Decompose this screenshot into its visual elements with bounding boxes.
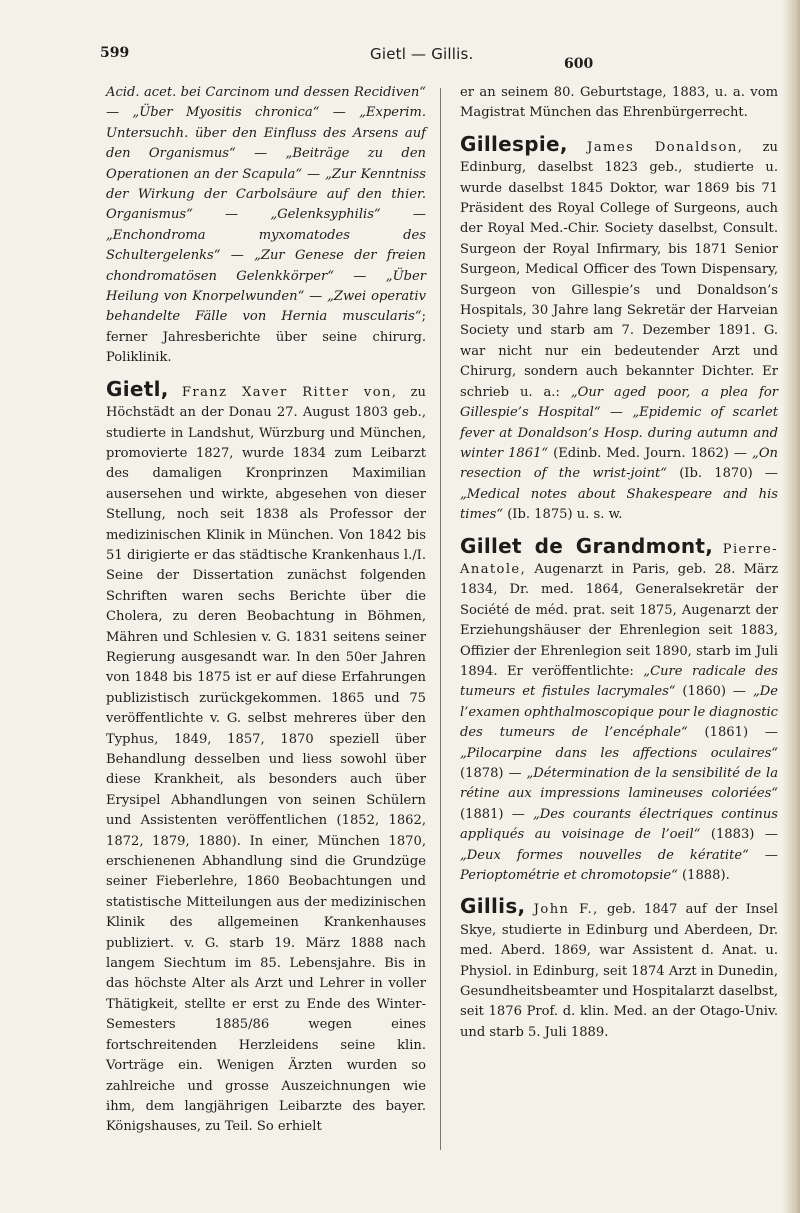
publication-list: Acid. acet. bei Carcinom und dessen Recidiven“ — „Über Myositis chronica“ — „Experim. Untersuchh. über den Einfluss des Arsens auf den Organismus“ — „Beiträge zu den Operationen an der Scapula“ — „Zur Kenntniss der Wirkung der Carbolsäure auf den thier. Organismus“ — „Gelenksyphilis“ — „Enchondroma myxomatodes des Schultergelenks“ — „Zur Genese der freien chondromatösen Gelenkkörper“ — „Über Heilung von Knorpelwunden“ — „Zwei operativ behandelte Fälle von Hernia muscularis“ [106,85,426,325]
column-divider [440,88,441,1150]
entry-given-name: Franz Xaver Ritter von, [181,384,398,400]
work-title: „Our aged poor, a plea for Gillespie’s Hospital“ [460,384,779,421]
work-title: „Pilocarpine dans les affections oculaires“ [460,745,778,761]
entry-text: — [748,847,778,863]
entry-text: (1861) — [687,725,778,741]
entry-text: (1881) — [460,806,533,822]
entry-headword: Gillespie, [460,131,568,156]
work-title: „Deux formes nouvelles de kératite“ [460,847,749,863]
entry-text: geb. 1847 auf der Insel Skye, studierte in Edinburg und Aberdeen, Dr. med. Aberd. 1869, war Assistent d. Anat. u. Physiol. in Edinburg, seit 1874 Arzt in Dunedin, Gesundheitsbeamter und Hospitalarzt daselbst, seit 1876 Prof. d. klin. Med. an der Otago-Univ. und starb 5. Juli 1889. [460,902,778,1040]
work-title: Perioptométrie et chromotopsie“ [460,868,678,884]
entry-text: (Edinb. Med. Journ. 1862) — [548,445,753,461]
entry-text: (Ib. 1875) u. s. w. [503,507,623,523]
entry-given-name: James Donaldson, [587,139,744,155]
entry-gillis [460,896,778,1043]
work-title: „Détermination de la sensibilité de la rétine aux impressions lamineuses coloriées“ [460,766,779,802]
work-title: „Medical notes about Shakespeare and his times“ [460,486,778,523]
entry-text: er an seinem 80. Geburtstage, 1883, u. a. vom Magistrat München das Ehrenbürgerrecht. [460,85,778,121]
entry-text: (Ib. 1870) — [666,466,778,482]
work-title: „Cure radicale des tumeurs et fistules lacrymales“ [460,663,778,700]
page-edge-line [792,0,794,1213]
entry-continuation [106,83,426,369]
running-title: Gietl — Gillis. [370,45,474,63]
entry-text: ; ferner Jahresberichte über seine chirurg. Poliklinik. [106,309,426,366]
work-title: „On resection of the wrist-joint“ [460,445,778,482]
work-title: „Epidemic of scarlet fever at Donaldson’s Hosp. during autumn and winter 1861“ [460,405,778,461]
page-number-right: 600 [564,56,594,72]
work-title: „De l’examen ophthalmoscopique pour le diagnostic des tumeurs de l’encéphale“ [460,684,778,741]
entry-given-name: Pierre-Anatole, [460,541,778,577]
entry-given-name: John F., [533,902,599,918]
entry-text: zu Höchstädt an der Donau 27. August 1803 geb., studierte in Landshut, Würzburg und München, promovierte 1827, wurde 1834 zum Leibarzt des damaligen Kronprinzen Maximilian ausersehen und wirkte, abgesehen von dieser Stellung, noch seit 1838 als Professor der medizinischen Klinik in München. Von 1842 bis 51 dirigierte er das städtische Krankenhaus l./I. Seine der Dissertation zunächst folgenden Schriften waren sechs Berichte über die Cholera, zu deren Beobachtung in Böhmen, Mähren und Schlesien v. G. 1831 seitens seiner Regierung ausgesandt war. In den 50er Jahren von 1848 bis 1875 ist er auf diese Erfahrungen publizistisch zurückgekommen. 1865 und 75 veröffentlichte v. G. selbst mehreres über den Typhus, 1849, 1857, 1870 speziell über Behandlung desselben und liess sowohl über diese Krankheit, als besonders auch über Erysipel Abhandlungen von seinen Schülern und Assistenten veröffentlichen (1852, 1862, 1872, 1879, 1880). In einer, München 1870, erschienenen Abhandlung sind die Grundzüge seiner Fieberlehre, 1860 Beobachtungen und statistische Mitteilungen aus der medizinischen Klinik des allgemeinen Krankenhauses publiziert. v. G. starb 19. März 1888 nach langem Siechtum im 85. Lebensjahre. Bis in das höchste Alter als Arzt und Lehrer in voller Thätigkeit, stellte er erst zu Ende des Winter-Semesters 1885/86 wegen eines fortschreitenden Herzleidens seine klin. Vorträge ein. Wenigen Ärzten wurden so zahlreiche und grosse Auszeichnungen wie ihm, dem langjährigen Leibarzte des bayer. Königshauses, zu Teil. So erhielt [106,384,426,1135]
entry-text: (1860) — [675,684,753,700]
entry-headword: Gietl, [106,376,169,401]
entry-text: zu Edinburg, daselbst 1823 geb., studierte u. wurde daselbst 1845 Doktor, war 1869 bis 71 Präsident des Royal College of Surgeons, auch der Royal Med.-Chir. Society daselbst, Consult. Surgeon der Royal Infirmary, bis 1871 Senior Surgeon, Medical Officer des Town Dispensary, Surgeon von Gillespie’s und Donaldson’s Hospitals, 30 Jahre lang Sekretär der Harveian Society und starb am 7. Dezember 1891. G. war nicht nur ein bedeutender Arzt und Chirurg, sondern auch bekannter Dichter. Er schrieb u. a.: [460,139,778,400]
entry-gillespie [460,131,779,526]
entry-text: (1888). [677,868,730,884]
left-column [106,83,426,1148]
entry-gillet-de-grandmont [460,533,779,887]
entry-headword: Gillis, [460,894,526,919]
entry-text: Augenarzt in Paris, geb. 28. März 1834, Dr. med. 1864, Generalsekretär der Société de méd. prat. seit 1875, Augenarzt der Erziehungshäuser der Ehrenlegion seit 1883, Offizier der Ehrenlegion seit 1890, starb im Juli 1894. Er veröffentlichte: [460,561,778,679]
work-title: „Des courants électriques continus appliqués au voisinage de l’oeil“ [460,806,778,843]
entry-text: (1878) — [460,766,527,781]
page-number-left: 599 [100,45,130,61]
entry-continuation [460,83,778,124]
entry-gietl [106,376,426,1138]
page-edge-shadow [782,0,800,1213]
entry-text: (1883) — [700,827,778,843]
right-column [460,83,778,1053]
entry-text: — [600,405,633,421]
entry-headword: Gillet de Grandmont, [460,533,714,558]
